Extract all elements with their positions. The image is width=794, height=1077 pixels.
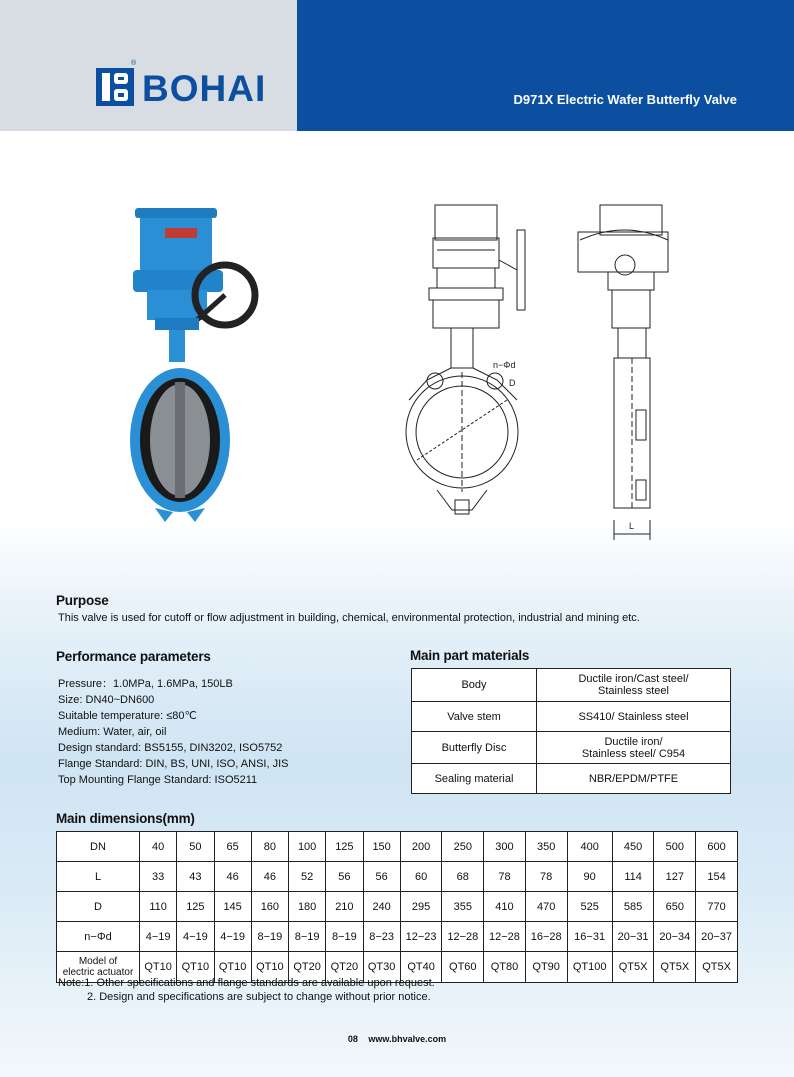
table-row [412, 702, 731, 732]
table-cell: 525 [567, 892, 612, 922]
table-cell: 33 [140, 862, 177, 892]
table-cell: QT40 [400, 952, 442, 983]
row-header-line-2: electric actuator [62, 967, 134, 978]
table-cell: 114 [612, 862, 654, 892]
material-line-2: Stainless steel [598, 685, 669, 697]
valve-photo [125, 200, 260, 530]
material-part: Valve stem [412, 702, 537, 732]
table-row [57, 922, 738, 952]
param-medium: Medium: Water, air, oil [58, 726, 167, 738]
note-line-2: 2. Design and specifications are subject to change without prior notice. [87, 991, 431, 1003]
front-view-label-d: D [509, 378, 516, 388]
table-cell: 145 [214, 892, 251, 922]
material-value: SS410/ Stainless steel [537, 702, 731, 732]
table-cell: 100 [289, 832, 326, 862]
note-line-1: Note:1. Other specifications and flange standards are available upon request. [58, 977, 435, 989]
table-cell: 16−31 [567, 922, 612, 952]
param-pressure: Pressure：1.0MPa, 1.6MPa, 150LB [58, 678, 233, 690]
table-cell: 12−28 [442, 922, 484, 952]
table-cell: 180 [289, 892, 326, 922]
table-cell: QT60 [442, 952, 484, 983]
table-cell: 46 [251, 862, 288, 892]
table-cell: 150 [363, 832, 400, 862]
table-cell: 127 [654, 862, 696, 892]
materials-table [411, 668, 731, 794]
table-row [57, 862, 738, 892]
table-cell: 295 [400, 892, 442, 922]
brand-name: BOHAI [142, 68, 267, 109]
table-row [412, 764, 731, 794]
table-cell: 300 [484, 832, 526, 862]
param-design-standard: Design standard: BS5155, DIN3202, ISO5752 [58, 742, 283, 754]
table-cell: QT20 [326, 952, 363, 983]
side-view-drawing [570, 200, 680, 545]
row-header-line-1: Model of [78, 956, 118, 967]
front-view-drawing [397, 200, 537, 530]
table-cell: QT20 [289, 952, 326, 983]
table-cell: QT90 [525, 952, 567, 983]
material-line-1: Ductile iron/Cast steel/ [578, 673, 689, 685]
table-cell: 20−31 [612, 922, 654, 952]
table-cell: 56 [363, 862, 400, 892]
table-row [57, 892, 738, 922]
front-view-label-nd: n−Φd [493, 360, 516, 370]
notes [58, 976, 435, 1004]
performance-heading: Performance parameters [56, 649, 211, 664]
table-cell: 125 [177, 892, 214, 922]
table-cell: 52 [289, 862, 326, 892]
purpose-heading: Purpose [56, 593, 109, 608]
table-cell: QT10 [251, 952, 288, 983]
table-cell: 154 [696, 862, 738, 892]
table-cell: 43 [177, 862, 214, 892]
table-cell: 500 [654, 832, 696, 862]
table-cell: QT5X [612, 952, 654, 983]
registered-mark: ® [131, 60, 137, 67]
table-row [57, 832, 738, 862]
table-cell: 78 [525, 862, 567, 892]
table-cell: 46 [214, 862, 251, 892]
table-cell: 90 [567, 862, 612, 892]
table-cell: 210 [326, 892, 363, 922]
table-cell: 8−19 [251, 922, 288, 952]
header-right-panel [297, 0, 794, 131]
material-part: Body [412, 669, 537, 702]
table-cell: 110 [140, 892, 177, 922]
table-cell: 20−37 [696, 922, 738, 952]
table-cell: 12−28 [484, 922, 526, 952]
material-part: Butterfly Disc [412, 732, 537, 764]
bohai-logo-icon [96, 68, 134, 106]
table-cell: QT80 [484, 952, 526, 983]
product-title: D971X Electric Wafer Butterfly Valve [513, 92, 737, 107]
table-cell: 200 [400, 832, 442, 862]
table-cell: 12−23 [400, 922, 442, 952]
table-cell: 20−34 [654, 922, 696, 952]
table-cell: 40 [140, 832, 177, 862]
material-value [537, 732, 731, 764]
table-cell: 16−28 [525, 922, 567, 952]
row-header: L [57, 862, 140, 892]
table-cell: 4−19 [177, 922, 214, 952]
header-left-panel [0, 0, 297, 131]
table-cell: 125 [326, 832, 363, 862]
table-cell: 585 [612, 892, 654, 922]
table-cell: 80 [251, 832, 288, 862]
table-cell: QT30 [363, 952, 400, 983]
table-cell: 8−19 [289, 922, 326, 952]
dimensions-table [56, 831, 738, 983]
table-cell: 4−19 [140, 922, 177, 952]
param-temperature: Suitable temperature: ≤80℃ [58, 710, 197, 722]
table-cell: 240 [363, 892, 400, 922]
table-cell: QT10 [214, 952, 251, 983]
side-view-label-l: L [629, 521, 635, 531]
material-value [537, 669, 731, 702]
row-header: n−Φd [57, 922, 140, 952]
table-cell: 56 [326, 862, 363, 892]
table-cell: 160 [251, 892, 288, 922]
table-cell: 770 [696, 892, 738, 922]
table-cell: QT10 [140, 952, 177, 983]
table-cell: QT10 [177, 952, 214, 983]
param-size: Size: DN40~DN600 [58, 694, 155, 706]
table-cell: 68 [442, 862, 484, 892]
param-flange-standard: Flange Standard: DIN, BS, UNI, ISO, ANSI, JIS [58, 758, 289, 770]
material-line-1: Ductile iron/ [604, 735, 663, 748]
table-cell: 8−23 [363, 922, 400, 952]
performance-list [58, 676, 288, 788]
material-part: Sealing material [412, 764, 537, 794]
table-cell: 60 [400, 862, 442, 892]
row-header: D [57, 892, 140, 922]
table-cell: 78 [484, 862, 526, 892]
table-row [412, 669, 731, 702]
table-cell: QT5X [696, 952, 738, 983]
table-row [412, 732, 731, 764]
website-link[interactable]: www.bhvalve.com [368, 1034, 447, 1044]
materials-heading: Main part materials [410, 648, 530, 663]
table-cell: QT100 [567, 952, 612, 983]
material-value: NBR/EPDM/PTFE [537, 764, 731, 794]
table-cell: 410 [484, 892, 526, 922]
table-cell: 65 [214, 832, 251, 862]
table-cell: 400 [567, 832, 612, 862]
table-cell: 650 [654, 892, 696, 922]
dimensions-heading: Main dimensions(mm) [56, 811, 195, 826]
row-header: DN [57, 832, 140, 862]
table-cell: 4−19 [214, 922, 251, 952]
table-cell: QT5X [654, 952, 696, 983]
footer [0, 1034, 794, 1044]
table-cell: 470 [525, 892, 567, 922]
table-cell: 250 [442, 832, 484, 862]
param-top-mounting: Top Mounting Flange Standard: ISO5211 [58, 774, 258, 786]
page-number: 08 [347, 1034, 358, 1044]
table-cell: 450 [612, 832, 654, 862]
material-line-2: Stainless steel/ C954 [581, 747, 686, 760]
table-cell: 50 [177, 832, 214, 862]
table-cell: 600 [696, 832, 738, 862]
table-cell: 355 [442, 892, 484, 922]
table-cell: 8−19 [326, 922, 363, 952]
purpose-text: This valve is used for cutoff or flow adjustment in building, chemical, environmental protection, industrial and mining etc. [58, 612, 640, 624]
table-cell: 350 [525, 832, 567, 862]
